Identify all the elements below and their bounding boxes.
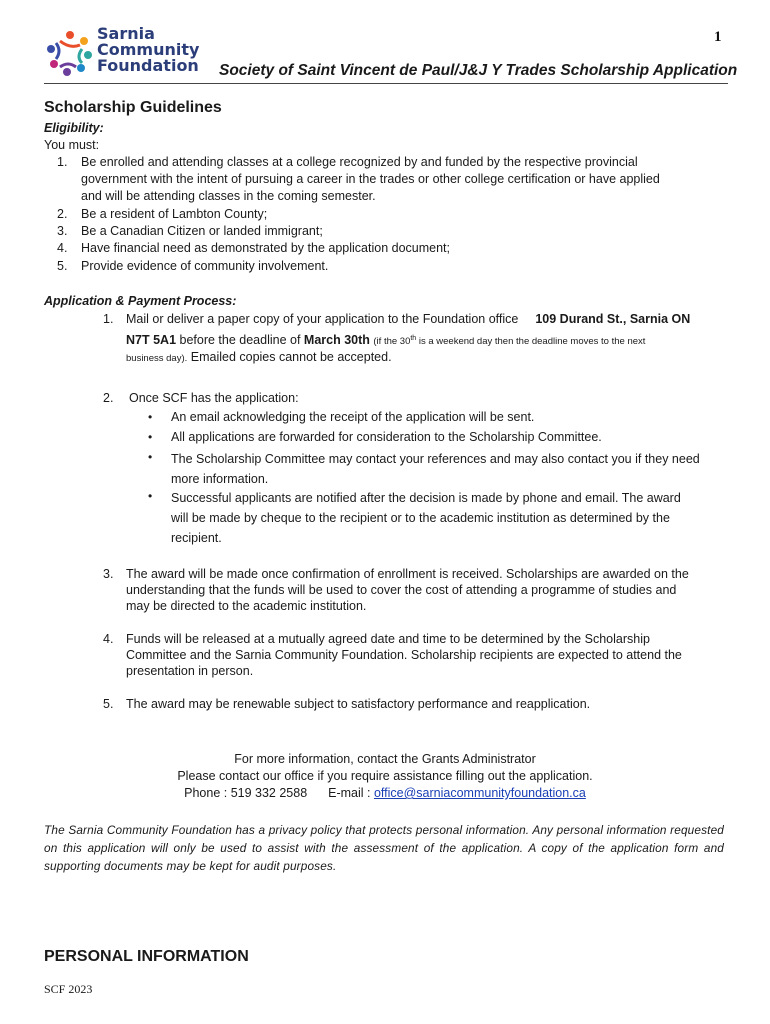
list-item-line: Be a Canadian Citizen or landed immigrant; bbox=[81, 224, 323, 238]
privacy-statement: The Sarnia Community Foundation has a privacy policy that protects personal information. Any personal information requested on this application will only be used to assist with the assessment of the application. A copy of the application form and supporting documents may be kept for audit purposes. bbox=[44, 823, 724, 873]
step-5-text: The award may be renewable subject to satisfactory performance and reapplication. bbox=[126, 697, 591, 711]
deadline-note: (if the 30th is a weekend day then the deadline moves to the next bbox=[373, 335, 646, 348]
bullet-icon: • bbox=[148, 489, 153, 503]
step-number: 3. bbox=[103, 567, 114, 581]
list-number: 2. bbox=[57, 207, 68, 221]
logo-text bbox=[97, 26, 199, 74]
step-2-lead: Once SCF has the application: bbox=[129, 391, 299, 405]
step-1-text: before the deadline of bbox=[176, 333, 304, 348]
footer-label: SCF 2023 bbox=[44, 982, 93, 996]
foundation-address: 109 Durand St., Sarnia ON bbox=[535, 312, 691, 326]
list-item-line: government with the intent of pursuing a career in the trades or other college certification or have applied bbox=[81, 172, 660, 186]
contact-line-2: Please contact our office if you require assistance filling out the application. bbox=[177, 769, 593, 783]
bullet-item: The Scholarship Committee may contact your references and may also contact you if they need more information. bbox=[171, 452, 700, 486]
deadline-note: business day). bbox=[126, 353, 188, 364]
bullet-item: All applications are forwarded for consideration to the Scholarship Committee. bbox=[171, 430, 602, 444]
list-number: 5. bbox=[57, 259, 68, 273]
step-1-line-3 bbox=[126, 349, 392, 367]
eligibility-label: Eligibility: bbox=[44, 121, 104, 135]
contact-line-3 bbox=[44, 786, 726, 800]
bullet-icon: • bbox=[148, 430, 153, 444]
list-item-line: Provide evidence of community involvement. bbox=[81, 259, 329, 273]
personal-info-heading: PERSONAL INFORMATION bbox=[44, 948, 249, 965]
step-1-line-2 bbox=[126, 330, 645, 350]
page-number: 1 bbox=[714, 29, 722, 45]
bullet-icon: • bbox=[148, 450, 153, 464]
list-item-line: Have financial need as demonstrated by the application document; bbox=[81, 241, 450, 255]
step-3-text: The award will be made once confirmation of enrollment is received. Scholarships are awarded on the understanding that the funds will be used to cover the cost of attending a programme of studies and may be directed to the academic institution. bbox=[126, 567, 689, 613]
bullet-item: An email acknowledging the receipt of the application will be sent. bbox=[171, 410, 535, 424]
step-1-text: Emailed copies cannot be accepted. bbox=[187, 350, 392, 364]
step-number: 4. bbox=[103, 632, 114, 646]
bullet-item: Successful applicants are notified after the decision is made by phone and email. The award will be made by cheque to the recipient or to the academic institution as determined by the recipient. bbox=[171, 491, 681, 545]
email-link[interactable]: office@sarniacommunityfoundation.ca bbox=[373, 786, 586, 800]
list-number: 4. bbox=[57, 241, 68, 255]
foundation-postal-code: N7T 5A1 bbox=[126, 333, 177, 348]
foundation-logo-icon bbox=[44, 27, 96, 79]
document-title: Society of Saint Vincent de Paul/J&J Y Trades Scholarship Application bbox=[219, 62, 738, 79]
process-heading: Application & Payment Process: bbox=[44, 294, 237, 308]
logo-line: Foundation bbox=[97, 56, 199, 75]
contact-line-1: For more information, contact the Grants Administrator bbox=[234, 752, 536, 766]
contact-phone: Phone : 519 332 2588 bbox=[184, 786, 308, 800]
list-number: 1. bbox=[57, 155, 68, 169]
list-item-line: Be a resident of Lambton County; bbox=[81, 207, 268, 221]
you-must-label: You must: bbox=[44, 138, 100, 152]
list-number: 3. bbox=[57, 224, 68, 238]
list-item-line: and will be attending classes in the coming semester. bbox=[81, 189, 376, 203]
guidelines-heading: Scholarship Guidelines bbox=[44, 99, 222, 116]
step-1-line-1 bbox=[126, 311, 690, 328]
step-4-text: Funds will be released at a mutually agreed date and time to be determined by the Scholarship Committee and the Sarnia Community Foundation. Scholarship recipients are expected to attend the presentation in person. bbox=[126, 632, 682, 678]
logo-line: Community bbox=[97, 40, 200, 59]
step-1-text: Mail or deliver a paper copy of your application to the Foundation office bbox=[126, 312, 519, 326]
logo-line: Sarnia bbox=[97, 24, 155, 43]
step-number: 5. bbox=[103, 697, 114, 711]
deadline-date: March 30th bbox=[303, 333, 370, 348]
list-item-line: Be enrolled and attending classes at a college recognized by and funded by the respective provincial bbox=[81, 155, 638, 169]
step-number: 2. bbox=[103, 391, 114, 405]
email-label: E-mail : bbox=[328, 786, 374, 800]
header-divider bbox=[44, 83, 728, 84]
bullet-icon: • bbox=[148, 410, 153, 424]
step-number: 1. bbox=[103, 312, 114, 326]
